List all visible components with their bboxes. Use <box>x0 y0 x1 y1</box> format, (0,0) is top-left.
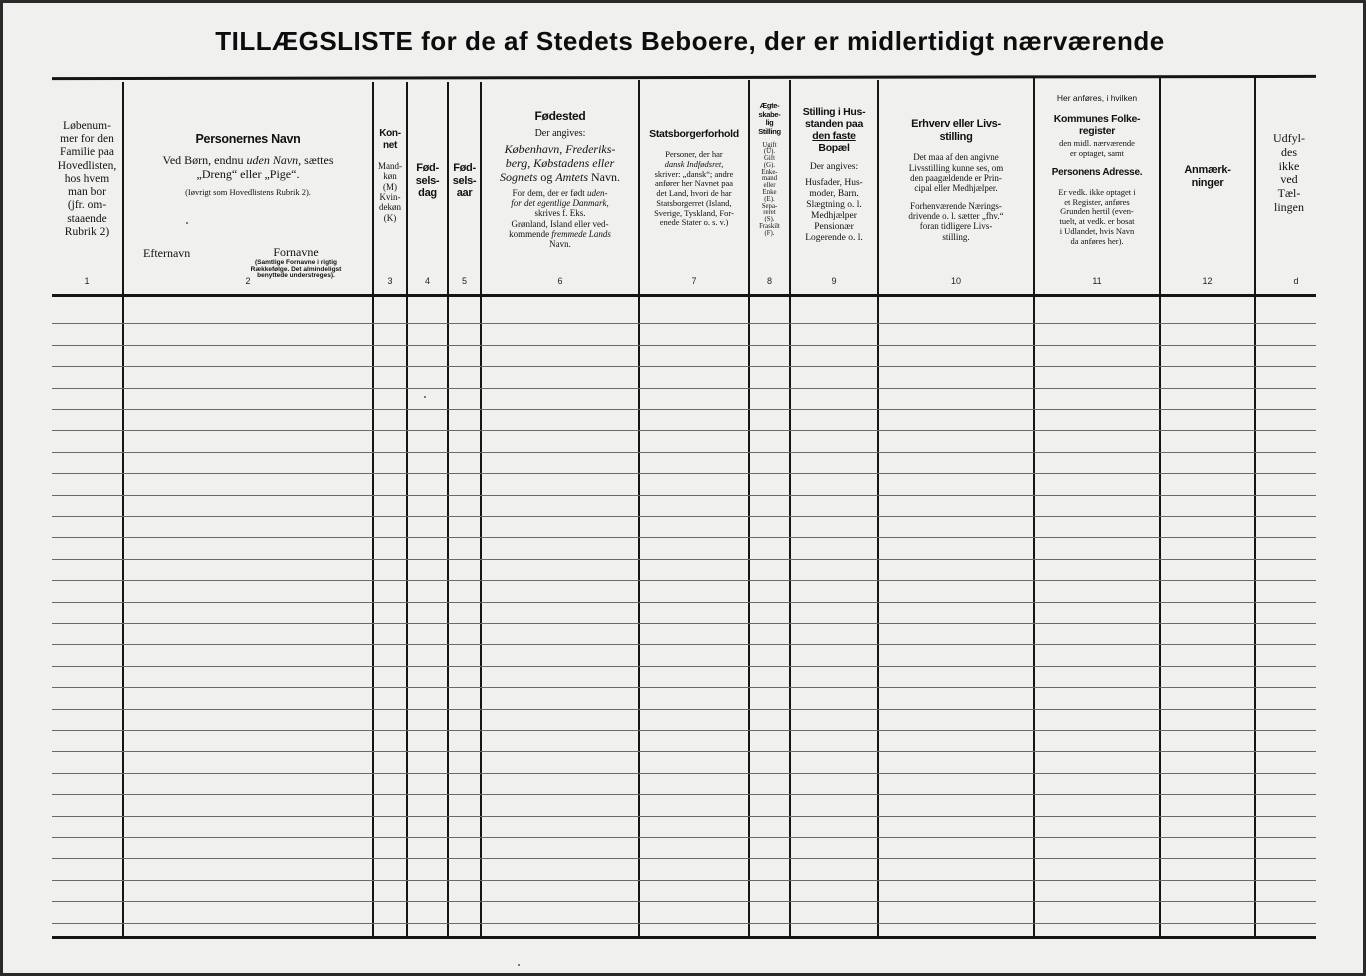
col-10-p1-line: cipal eller Medhjælper. <box>914 183 998 194</box>
col-10-p1-line: den paagældende er Prin- <box>910 172 1002 183</box>
table-row-line <box>52 644 1316 645</box>
col-6-p2a-line <box>482 188 638 198</box>
col-6-p2c: skrives f. Eks. <box>534 208 586 219</box>
col-8-heading: Stilling <box>758 126 781 136</box>
col-11-p2-line: Grunden hertil (even- <box>1060 206 1134 217</box>
table-row-line <box>52 473 1316 474</box>
col-7-line: enede Stater o. s. v.) <box>659 217 729 228</box>
col-3-line: køn <box>383 171 397 182</box>
col-10-p2-line: foran tidligere Livs- <box>919 221 993 232</box>
col-3-line: Kvin- <box>379 192 401 203</box>
col-4-heading: Fød- <box>416 162 439 174</box>
table-row-line <box>52 666 1316 667</box>
col-1-line: man bor <box>67 186 106 199</box>
col-8-line: (E). <box>764 195 775 203</box>
col-11-p2-line: da anføres her). <box>1070 235 1124 246</box>
col-11-top: Her anføres, i hvilken <box>1056 94 1138 103</box>
col-number: d <box>1293 276 1299 286</box>
table-row-line <box>52 580 1316 581</box>
table-row-line <box>52 452 1316 453</box>
col-11-p2-line: tuelt, at vedk. er bosat <box>1059 216 1135 227</box>
col-9-line: moder, Barn. <box>809 189 859 200</box>
col-10-heading: Erhverv eller Livs- <box>911 118 1001 130</box>
col-6-p2e: kommende <box>509 229 550 240</box>
col-1-line: (jfr. om- <box>67 199 107 212</box>
table-row-line <box>52 730 1316 731</box>
col-2-note: (Iøvrigt som Hovedlistens Rubrik 2). <box>185 186 311 197</box>
col-9-heading-end: Bopæl <box>818 142 850 155</box>
paper-speck <box>518 964 520 966</box>
col-number: 1 <box>84 276 90 286</box>
table-row-line <box>52 602 1316 603</box>
col-8-heading: skabe- <box>758 109 781 119</box>
col-11-heading: register <box>1078 124 1116 137</box>
col-d-line: Udfyl- <box>1273 132 1305 145</box>
table-row-line <box>52 880 1316 881</box>
col-7-header <box>640 128 748 328</box>
col-6-p2e-line <box>482 229 638 239</box>
col-11-p2-line: Er vedk. ikke optaget i <box>1058 186 1136 197</box>
col-3-header <box>374 128 406 328</box>
col-number: 11 <box>1092 276 1102 286</box>
col-2-instruction <box>124 154 372 168</box>
table-row-line <box>52 345 1316 346</box>
col-9-sub: Der angives: <box>809 162 859 173</box>
col-2-fornavne-note: (Samtlige Fornavne i rigtig <box>255 258 337 266</box>
table-row-line <box>52 516 1316 517</box>
col-8-line: Enke <box>762 189 777 197</box>
col-3-line: Mand- <box>378 161 402 171</box>
col-3-line: (K) <box>383 212 397 223</box>
paper-speck <box>186 222 188 224</box>
col-2-line1-end: sættes <box>304 153 334 168</box>
col-3-line: dekøn <box>379 202 401 213</box>
col-2-heading: Personernes Navn <box>195 132 301 146</box>
col-9-line: Pensionær <box>814 221 854 232</box>
col-1-line: mer for den <box>60 133 114 146</box>
col-1-line: hos hvem <box>64 172 110 185</box>
col-number: 10 <box>950 276 961 286</box>
col-number: 7 <box>691 276 697 286</box>
col-7-line: Sverige, Tyskland, For- <box>654 207 734 218</box>
table-row-line <box>52 430 1316 431</box>
col-1-header <box>52 120 122 320</box>
col-1-line: Familie paa <box>60 146 114 159</box>
col-2-line1: Ved Børn, endnu <box>162 153 244 168</box>
col-11-heading2: Personens Adresse. <box>1051 167 1143 179</box>
col-6-p2f: Navn. <box>549 239 571 250</box>
col-6-p2b: for det egentlige Danmark, <box>511 198 609 209</box>
table-row-line <box>52 409 1316 410</box>
table-row-line <box>52 537 1316 538</box>
form-title: TILLÆGSLISTE for de af Stedets Beboere, der er midlertidigt nærværende <box>215 26 1165 56</box>
col-d-line: Tæl- <box>1277 186 1301 201</box>
col-8-line: (S). <box>764 216 775 224</box>
col-1-line: Løbenum- <box>63 120 111 132</box>
col-d-line: des <box>1281 144 1297 159</box>
col-3-line: (M) <box>383 181 397 192</box>
col-number: 5 <box>461 276 467 286</box>
col-11-p1-line: er optaget, samt <box>1069 147 1125 158</box>
table-row-line <box>52 751 1316 752</box>
col-7-line: anfører her Navnet paa <box>654 178 734 189</box>
col-12-heading: ninger <box>1191 176 1224 189</box>
col-8-heading: Ægte- <box>759 102 780 110</box>
col-11-heading: Kommunes Folke- <box>1053 112 1141 125</box>
col-12-header <box>1161 164 1254 364</box>
col-6-sub: Der angives: <box>534 127 586 139</box>
table-row-line <box>52 923 1316 924</box>
col-7-line: Personer, der har <box>665 149 723 160</box>
col-1-line: Rubrik 2) <box>64 225 110 238</box>
col-d-line: lingen <box>1274 199 1304 214</box>
col-6-p2e-italic: fremmede Lands <box>551 229 611 240</box>
col-6-line3 <box>482 171 638 185</box>
col-number: 8 <box>766 276 772 286</box>
col-3-heading: net <box>382 139 398 151</box>
col-3-heading: Kon- <box>379 128 401 139</box>
col-8-line: eller <box>763 182 776 190</box>
col-11-p2-line: i Udlandet, hvis Navn <box>1059 225 1135 236</box>
col-4-header <box>408 162 447 362</box>
col-d-line: ikke <box>1278 158 1300 173</box>
col-6-p2a-italic: uden- <box>586 187 608 198</box>
col-9-line: Logerende o. l. <box>805 232 863 243</box>
col-number: 9 <box>831 276 837 286</box>
col-7-italic-line: dansk Indfødsret, <box>664 158 724 169</box>
col-7-line: skriver: „dansk“; andre <box>654 168 734 179</box>
col-9-heading-underlined: den faste <box>812 130 856 143</box>
col-8-line: (G). <box>763 161 776 169</box>
col-8-line: Ugift <box>762 141 777 149</box>
col-5-heading: Fød- <box>453 162 476 174</box>
col-8-line: Fraskilt <box>759 223 780 231</box>
table-row-line <box>52 794 1316 795</box>
col-10-p1-line: Livsstilling kunne ses, om <box>908 162 1004 173</box>
table-row-line <box>52 687 1316 688</box>
col-number: 4 <box>424 276 430 286</box>
col-2-header <box>124 132 372 332</box>
col-6-heading: Fødested <box>534 110 586 123</box>
col-5-heading: aar <box>456 187 473 200</box>
col-7-heading: Statsborgerforhold <box>649 128 739 140</box>
top-rule <box>52 75 1316 80</box>
col-5-header <box>449 162 480 362</box>
col-5-heading: sels- <box>452 174 477 187</box>
col-6-italic-line: berg, Købstadens eller <box>505 156 615 171</box>
col-6-navn: Navn. <box>591 169 620 184</box>
col-8-line: Enke- <box>761 168 778 176</box>
col-d-line: ved <box>1280 172 1298 187</box>
col-11-header <box>1035 94 1159 294</box>
col-1-line: staaende <box>67 212 107 225</box>
col-number: 3 <box>387 276 393 286</box>
col-7-line: det Land, hvori de har <box>656 188 732 199</box>
col-4-heading: sels- <box>415 174 440 187</box>
col-6-p2a: For dem, der er født <box>512 187 585 198</box>
col-9-line: Medhjælper <box>811 210 857 221</box>
table-row-line <box>52 388 1316 389</box>
col-6-p2d: Grønland, Island eller ved- <box>511 218 609 229</box>
table-row-line <box>52 559 1316 560</box>
col-2-efternavn-label: Efternavn <box>143 246 191 260</box>
col-8-heading: lig <box>765 118 774 128</box>
table-row-line <box>52 816 1316 817</box>
col-number: 12 <box>1202 276 1213 286</box>
col-1-line: Hovedlisten, <box>57 159 117 172</box>
col-10-p2-line: Forhenværende Nærings- <box>910 200 1002 211</box>
col-number: 6 <box>557 276 563 286</box>
bottom-rule <box>52 936 1316 939</box>
col-10-header <box>879 118 1033 318</box>
col-8-line: Sepa- <box>761 202 778 210</box>
col-9-heading: Stilling i Hus- <box>802 106 866 118</box>
col-4-heading: dag <box>418 187 437 200</box>
col-11-p1-line: den midl. nærværende <box>1059 137 1135 148</box>
col-10-p2-line: drivende o. l. sætter „fhv.“ <box>908 211 1004 221</box>
col-9-heading: standen paa <box>805 118 863 131</box>
col-8-line: mand <box>761 175 778 183</box>
col-6-italic-line: København, Frederiks- <box>504 142 616 157</box>
col-2-fornavne-note: benyttede understreges). <box>257 272 335 280</box>
col-8-line: Gift <box>764 155 775 163</box>
col-6-amtets: Amtets <box>555 169 588 184</box>
col-number: 2 <box>245 276 251 286</box>
col-6-og: og <box>540 169 553 184</box>
paper-speck <box>424 396 426 398</box>
col-11-p2-line: et Register, anføres <box>1064 196 1130 207</box>
col-10-heading: stilling <box>939 130 973 143</box>
col-2-fornavne-label: Fornavne <box>273 245 319 259</box>
table-row-line <box>52 495 1316 496</box>
table-row-line <box>52 901 1316 902</box>
col-9-line: Husfader, Hus- <box>805 178 863 189</box>
col-2-line1-italic: uden Navn, <box>246 153 302 168</box>
table-row-line <box>52 709 1316 710</box>
col-8-line: (U). <box>763 148 776 156</box>
col-d-header <box>1256 132 1322 332</box>
col-10-p1-line: Det maa af den angivne <box>913 152 999 163</box>
table-row-line <box>52 366 1316 367</box>
table-row-line <box>52 773 1316 774</box>
table-row-line <box>52 858 1316 859</box>
col-8-line: (F). <box>764 229 775 237</box>
col-8-line: reret <box>763 209 776 217</box>
col-6-sognets: Sognets <box>499 169 538 184</box>
col-7-line: Statsborgerret (Island, <box>656 197 732 208</box>
table-row-line <box>52 623 1316 624</box>
col-2-line2: „Dreng“ eller „Pige“. <box>196 167 300 182</box>
col-2-fornavne-note: Rækkefølge. Det almindeligst <box>250 265 342 273</box>
col-10-p2-line: stilling. <box>942 231 970 242</box>
table-row-line <box>52 837 1316 838</box>
col-8-header <box>750 102 789 302</box>
col-12-heading: Anmærk- <box>1184 164 1231 176</box>
col-9-line: Slægtning o. l. <box>806 200 862 211</box>
